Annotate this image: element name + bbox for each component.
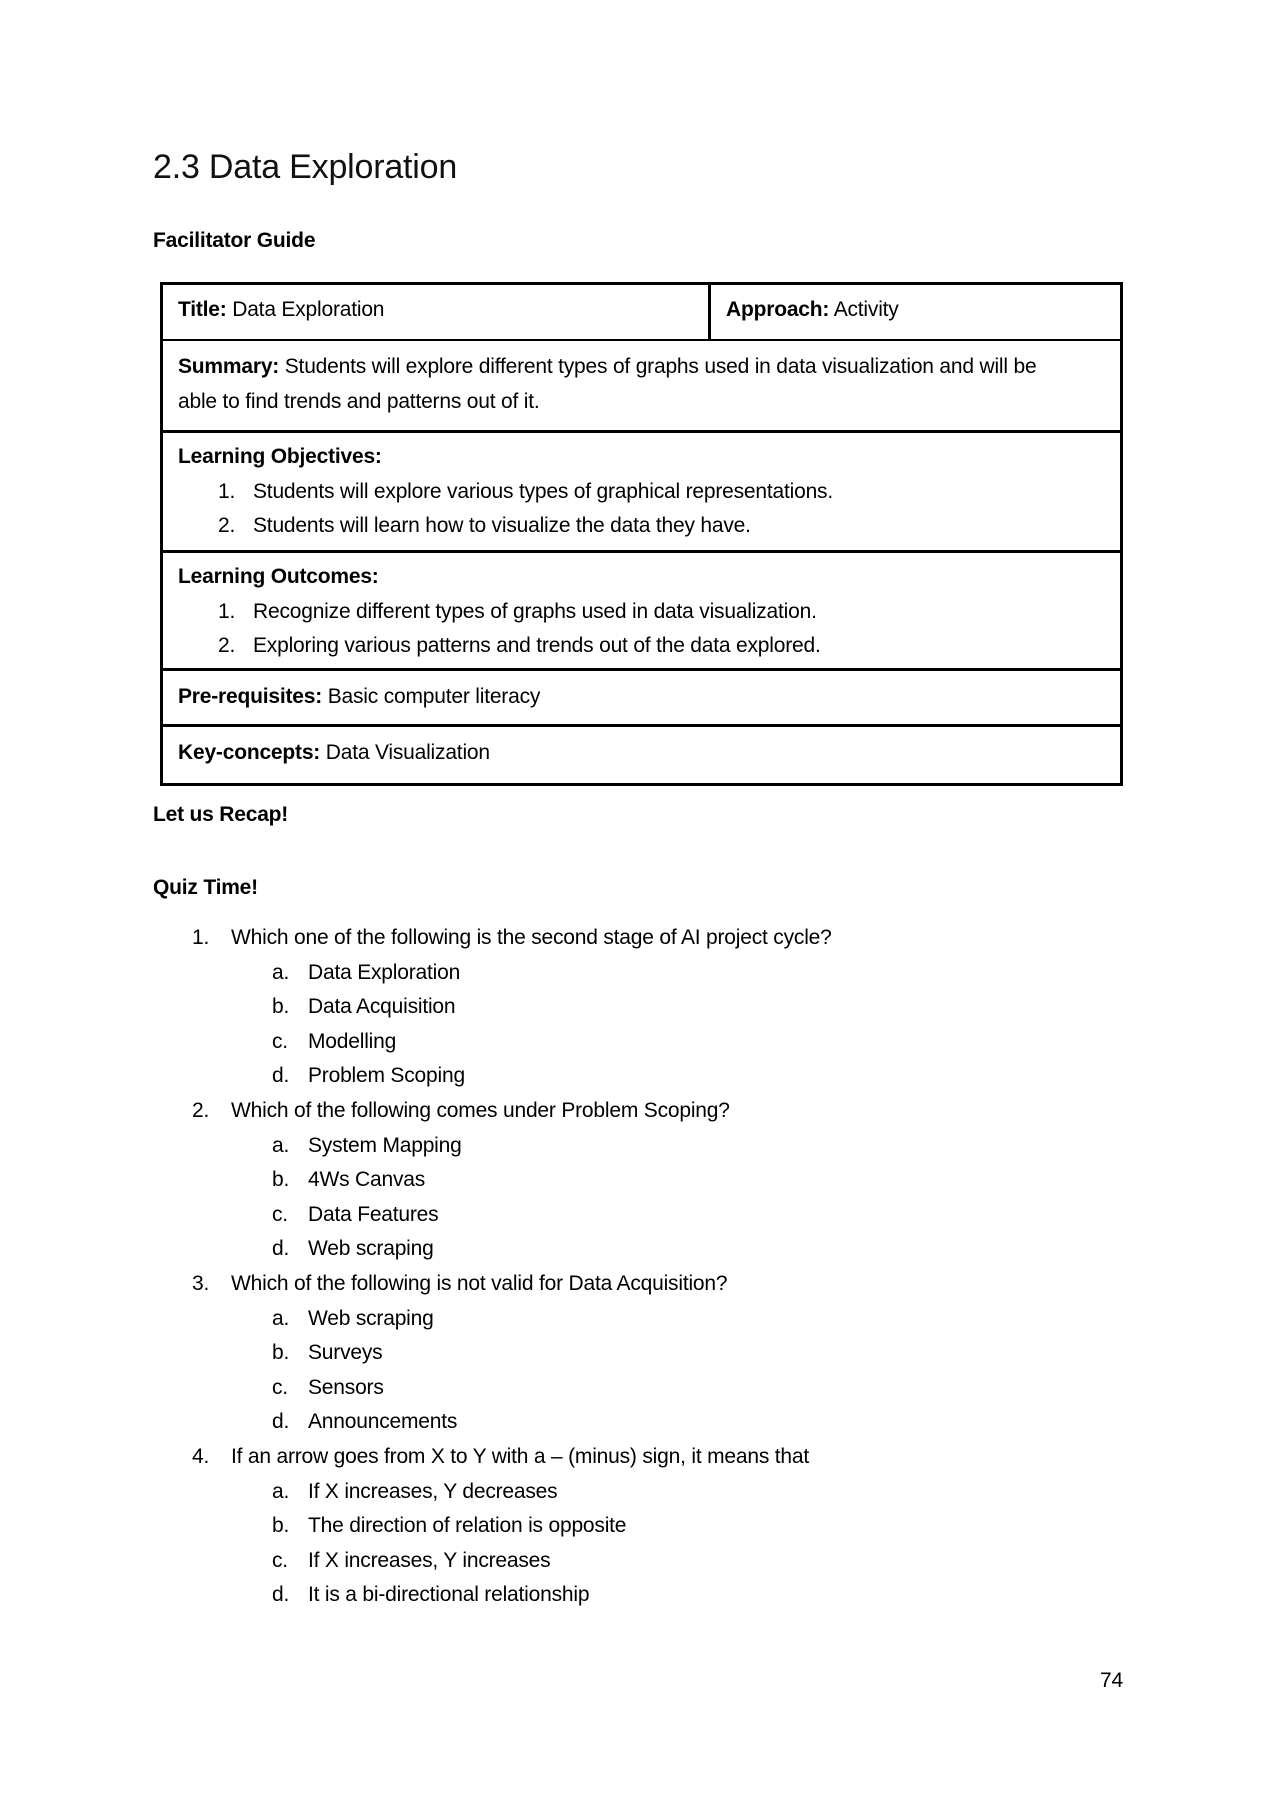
keyconcepts-label: Key-concepts: bbox=[178, 741, 321, 764]
list-number: 2. bbox=[218, 514, 236, 538]
quiz-option bbox=[153, 1163, 1153, 1198]
objectives-label: Learning Objectives: bbox=[178, 445, 382, 468]
question-number: 3. bbox=[192, 1271, 210, 1295]
option-text: Data Acquisition bbox=[308, 995, 456, 1019]
approach-label: Approach: bbox=[726, 298, 830, 321]
quiz-list bbox=[153, 921, 1153, 1613]
table-row-outcomes bbox=[163, 553, 1120, 671]
option-letter: b. bbox=[272, 1514, 290, 1538]
outcome-text: Recognize different types of graphs used in data visualization. bbox=[253, 599, 817, 623]
title-cell bbox=[163, 285, 711, 339]
quiz-option bbox=[153, 1578, 1153, 1613]
quiz-option bbox=[153, 1059, 1153, 1094]
table-row-keyconcepts bbox=[163, 727, 1120, 783]
option-letter: b. bbox=[272, 1341, 290, 1365]
quiz-option bbox=[153, 1302, 1153, 1337]
facilitator-guide-table bbox=[160, 282, 1123, 786]
summary-label: Summary: bbox=[178, 355, 280, 378]
option-letter: d. bbox=[272, 1237, 290, 1261]
option-letter: a. bbox=[272, 1306, 290, 1330]
option-text: Data Exploration bbox=[308, 960, 461, 984]
quiz-option bbox=[153, 1336, 1153, 1371]
option-letter: a. bbox=[272, 1133, 290, 1157]
option-text: Surveys bbox=[308, 1341, 383, 1365]
option-letter: c. bbox=[272, 1029, 288, 1053]
option-text: 4Ws Canvas bbox=[308, 1168, 426, 1192]
option-text: Sensors bbox=[308, 1375, 384, 1399]
approach-cell bbox=[711, 285, 1120, 339]
objective-item bbox=[178, 509, 1105, 544]
objective-item bbox=[178, 475, 1105, 510]
option-text: If X increases, Y decreases bbox=[308, 1479, 558, 1503]
quiz-option bbox=[153, 1544, 1153, 1579]
option-letter: d. bbox=[272, 1410, 290, 1434]
recap-heading: Let us Recap! bbox=[153, 803, 289, 826]
outcome-item bbox=[178, 595, 1105, 630]
list-number: 1. bbox=[218, 599, 236, 623]
approach-value: Activity bbox=[833, 298, 899, 321]
question-text: If an arrow goes from X to Y with a – (minus) sign, it means that bbox=[231, 1444, 809, 1468]
option-letter: c. bbox=[272, 1548, 288, 1572]
question-text: Which of the following is not valid for Data Acquisition? bbox=[231, 1271, 728, 1295]
list-number: 1. bbox=[218, 479, 236, 503]
keyconcepts-value: Data Visualization bbox=[325, 741, 490, 764]
option-letter: d. bbox=[272, 1583, 290, 1607]
title-value: Data Exploration bbox=[232, 298, 385, 321]
option-text: Web scraping bbox=[308, 1237, 434, 1261]
option-text: The direction of relation is opposite bbox=[308, 1514, 627, 1538]
table-row-prerequisites bbox=[163, 671, 1120, 727]
option-letter: b. bbox=[272, 1168, 290, 1192]
quiz-option bbox=[153, 990, 1153, 1025]
option-text: It is a bi-directional relationship bbox=[308, 1583, 590, 1607]
option-text: System Mapping bbox=[308, 1133, 462, 1157]
question-text: Which of the following comes under Problem Scoping? bbox=[231, 1098, 730, 1122]
summary-text bbox=[178, 350, 1078, 419]
objective-text: Students will learn how to visualize the data they have. bbox=[253, 514, 751, 538]
page-title: 2.3 Data Exploration bbox=[153, 148, 458, 186]
quiz-question-4 bbox=[153, 1440, 1153, 1475]
option-letter: c. bbox=[272, 1375, 288, 1399]
option-letter: d. bbox=[272, 1064, 290, 1088]
table-row-objectives bbox=[163, 433, 1120, 553]
outcome-text: Exploring various patterns and trends out of the data explored. bbox=[253, 634, 821, 658]
quiz-option bbox=[153, 1371, 1153, 1406]
quiz-option bbox=[153, 1509, 1153, 1544]
option-letter: a. bbox=[272, 960, 290, 984]
quiz-question-3 bbox=[153, 1267, 1153, 1302]
question-text: Which one of the following is the second stage of AI project cycle? bbox=[231, 926, 832, 949]
objective-text: Students will explore various types of graphical representations. bbox=[253, 479, 833, 503]
quiz-option bbox=[153, 1198, 1153, 1233]
list-number: 2. bbox=[218, 634, 236, 658]
quiz-option bbox=[153, 1129, 1153, 1164]
option-text: Problem Scoping bbox=[308, 1064, 465, 1088]
quiz-question-2 bbox=[153, 1094, 1153, 1129]
quiz-heading: Quiz Time! bbox=[153, 876, 258, 899]
facilitator-guide-heading: Facilitator Guide bbox=[153, 229, 316, 252]
option-letter: b. bbox=[272, 995, 290, 1019]
question-number: 1. bbox=[192, 926, 210, 949]
title-label: Title: bbox=[178, 298, 227, 321]
option-letter: c. bbox=[272, 1202, 288, 1226]
quiz-option bbox=[153, 1232, 1153, 1267]
table-row-summary bbox=[163, 341, 1120, 433]
option-text: Announcements bbox=[308, 1410, 458, 1434]
option-text: If X increases, Y increases bbox=[308, 1548, 551, 1572]
question-number: 2. bbox=[192, 1098, 210, 1122]
quiz-option bbox=[153, 1475, 1153, 1510]
quiz-option bbox=[153, 1405, 1153, 1440]
prerequisites-value: Basic computer literacy bbox=[327, 685, 541, 708]
quiz-option bbox=[153, 956, 1153, 991]
table-row-title-approach bbox=[163, 285, 1120, 341]
option-text: Modelling bbox=[308, 1029, 397, 1053]
quiz-question-1 bbox=[153, 921, 1153, 956]
option-text: Data Features bbox=[308, 1202, 439, 1226]
option-letter: a. bbox=[272, 1479, 290, 1503]
quiz-option bbox=[153, 1025, 1153, 1060]
question-number: 4. bbox=[192, 1444, 210, 1468]
prerequisites-label: Pre-requisites: bbox=[178, 685, 323, 708]
page-number: 74 bbox=[1100, 1669, 1123, 1692]
summary-value: Students will explore different types of graphs used in data visualization and will be able to find trends and patterns out of it. bbox=[178, 355, 1037, 413]
option-text: Web scraping bbox=[308, 1306, 434, 1330]
outcomes-label: Learning Outcomes: bbox=[178, 565, 379, 588]
outcome-item bbox=[178, 629, 1105, 664]
